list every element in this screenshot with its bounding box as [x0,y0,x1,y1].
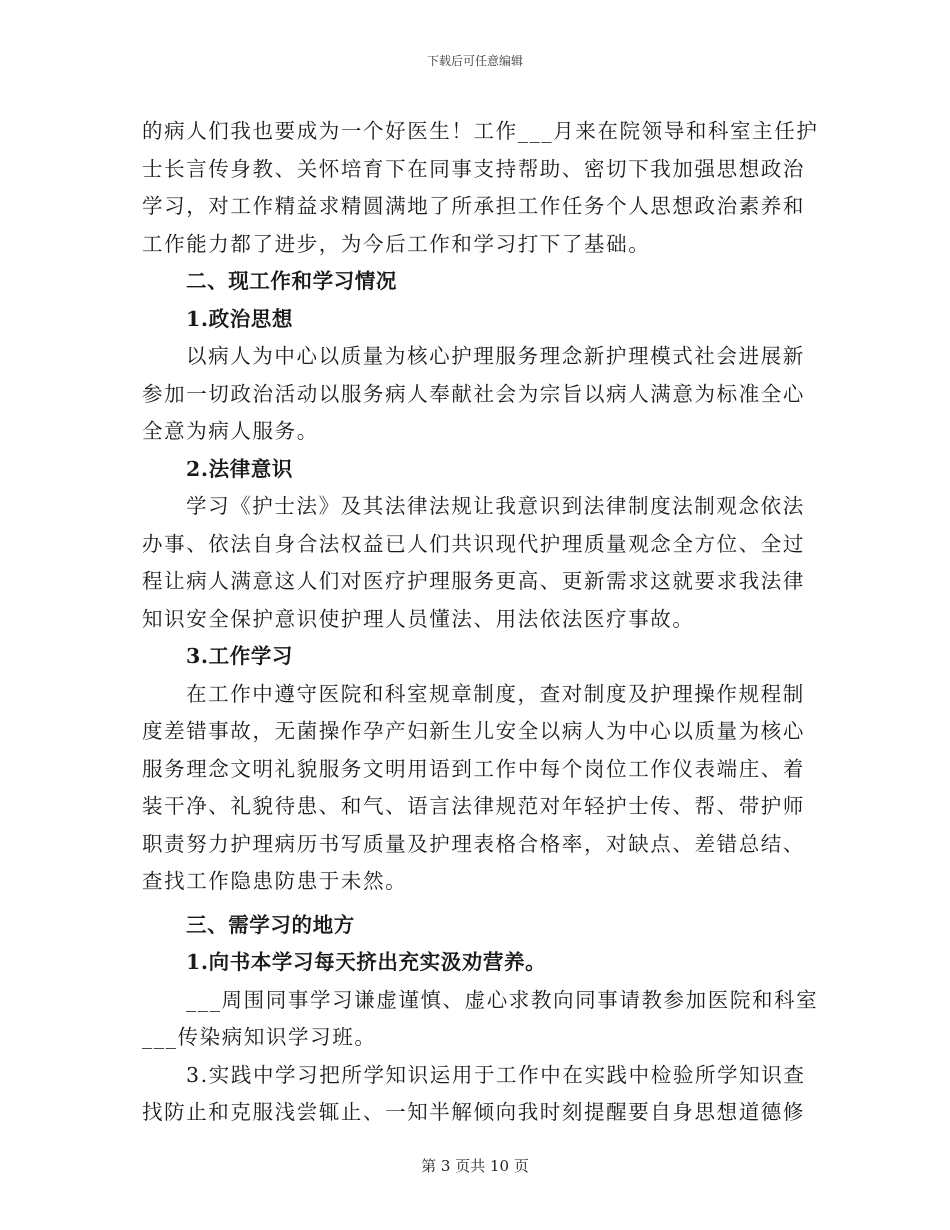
section-heading: 2.法律意识 [186,456,294,481]
paragraph-line: 度差错事故，无菌操作孕产妇新生儿安全以病人为中心以质量为核心 [142,719,805,743]
paragraph-line: 工作能力都了进步，为今后工作和学习打下了基础。 [142,231,651,256]
paragraph-line: 士长言传身教、关怀培育下在同事支持帮助、密切下我加强思想政治 [142,156,805,181]
section-heading: 二、现工作和学习情况 [186,269,397,293]
paragraph-line: 装干净、礼貌待患、和气、语言法律规范对年轻护士传、帮、带护师 [142,794,805,818]
section-heading: 1.向书本学习每天挤出充实汲劝营养。 [186,950,547,974]
paragraph-line: 办事、依法自身合法权益已人们共识现代护理质量观念全方位、全过 [142,531,805,556]
paragraph-line: 职责努力护理病历书写质量及护理表格合格率，对缺点、差错总结、 [142,831,805,856]
paragraph-line: 3.实践中学习把所学知识运用于工作中在实践中检验所学知识查 [186,1062,806,1087]
paragraph-line: 知识安全保护意识使护理人员懂法、用法依法医疗事故。 [142,606,695,631]
paragraph-line: 找防止和克服浅尝辄止、一知半解倾向我时刻提醒要自身思想道德修 [142,1100,805,1124]
paragraph-line: 程让病人满意这人们对医疗护理服务更高、更新需求这就要求我法律 [142,569,805,593]
paragraph-line: 服务理念文明礼貌服务文明用语到工作中每个岗位工作仪表端庄、着 [142,756,805,781]
paragraph-line: 在工作中遵守医院和科室规章制度，查对制度及护理操作规程制 [186,681,805,706]
paragraph-line: 查找工作隐患防患于未然。 [142,869,408,893]
section-heading: 3.工作学习 [186,644,294,668]
page-header: 下载后可任意编辑 [426,54,523,68]
section-heading: 三、需学习的地方 [186,912,355,937]
paragraph-line: 参加一切政治活动以服务病人奉献社会为宗旨以病人满意为标准全心 [142,381,805,406]
paragraph-line: 学习，对工作精益求精圆满地了所承担工作任务个人思想政治素养和 [142,194,805,218]
paragraph-line: ___周围同事学习谦虚谨慎、虚心求教向同事请教参加医院和科室 [186,987,819,1012]
document-body [142,113,819,1132]
page-footer: 第 3 页共 10 页 [421,1157,529,1175]
section-heading: 1.政治思想 [186,306,294,331]
paragraph-line: ___传染病知识学习班。 [142,1025,377,1049]
paragraph-line: 的病人们我也要成为一个好医生！工作___月来在院领导和科室主任护 [142,119,819,143]
paragraph-line: 全意为病人服务。 [142,419,319,443]
paragraph-line: 以病人为中心以质量为核心护理服务理念新护理模式社会进展新 [186,344,805,368]
paragraph-line: 学习《护士法》及其法律法规让我意识到法律制度法制观念依法 [186,494,805,518]
